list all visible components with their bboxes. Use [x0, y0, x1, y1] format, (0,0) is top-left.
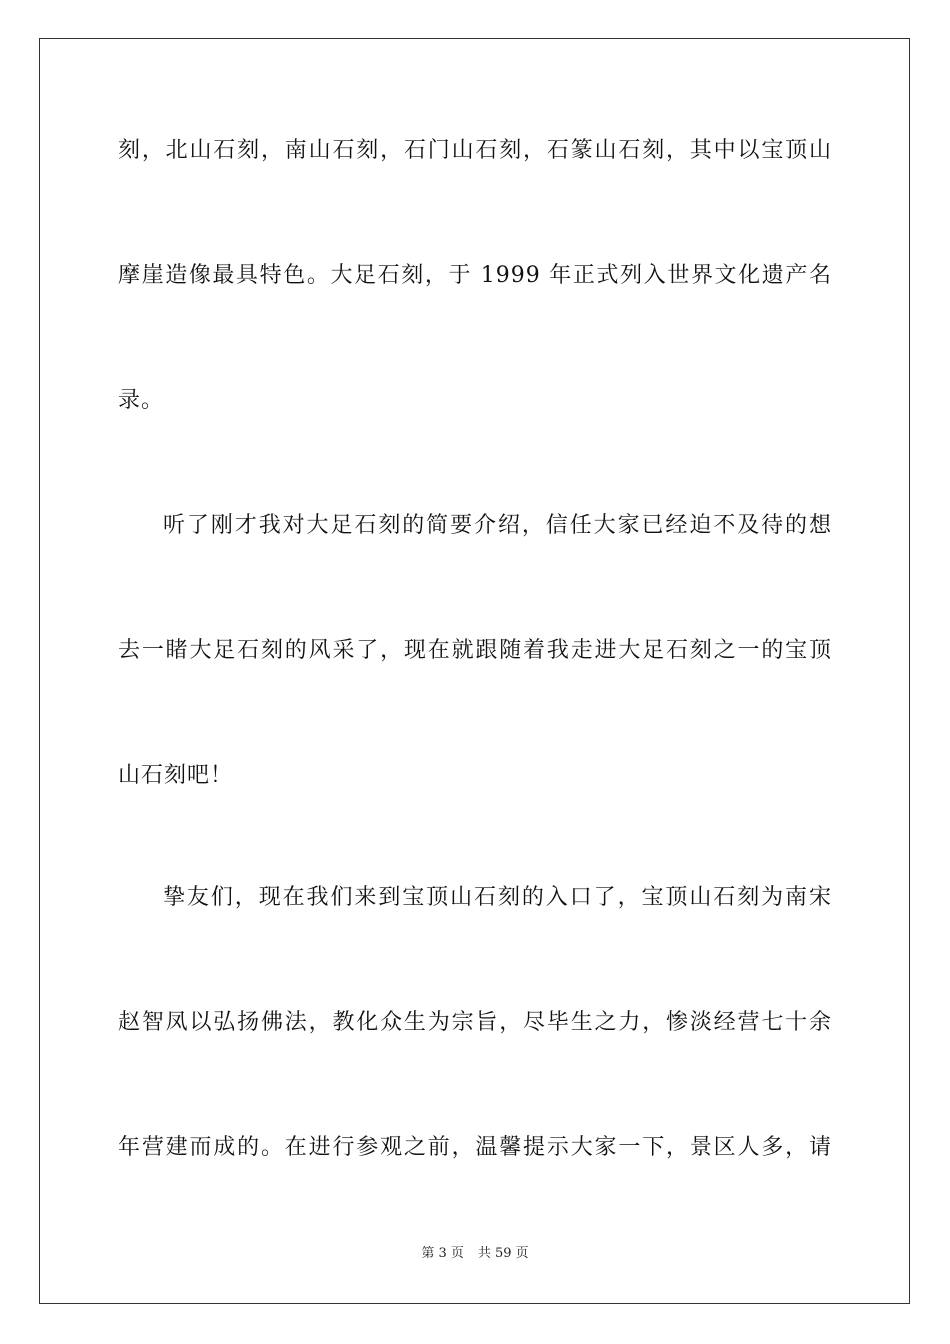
paragraph-line: 刻，北山石刻，南山石刻，石门山石刻，石篆山石刻，其中以宝顶山	[118, 138, 832, 163]
page-footer	[0, 1245, 950, 1263]
paragraph-line: 山石刻吧！	[118, 763, 234, 788]
page-number: 第 3 页	[421, 1246, 464, 1261]
paragraph-line: 年营建而成的。在进行参观之前，温馨提示大家一下，景区人多，请	[118, 1135, 832, 1160]
paragraph-line: 摩崖造像最具特色。大足石刻，于 1999 年正式列入世界文化遗产名	[118, 263, 832, 288]
paragraph-line: 赵智凤以弘扬佛法，教化众生为宗旨，尽毕生之力，惨淡经营七十余	[118, 1010, 832, 1035]
page-border	[39, 38, 910, 1304]
paragraph-line: 录。	[118, 388, 165, 413]
page-total: 共 59 页	[477, 1246, 529, 1261]
paragraph-line: 挚友们，现在我们来到宝顶山石刻的入口了，宝顶山石刻为南宋	[163, 885, 832, 910]
paragraph-line: 去一睹大足石刻的风采了，现在就跟随着我走进大足石刻之一的宝顶	[118, 638, 832, 663]
paragraph-line: 听了刚才我对大足石刻的简要介绍，信任大家已经迫不及待的想	[163, 513, 832, 538]
